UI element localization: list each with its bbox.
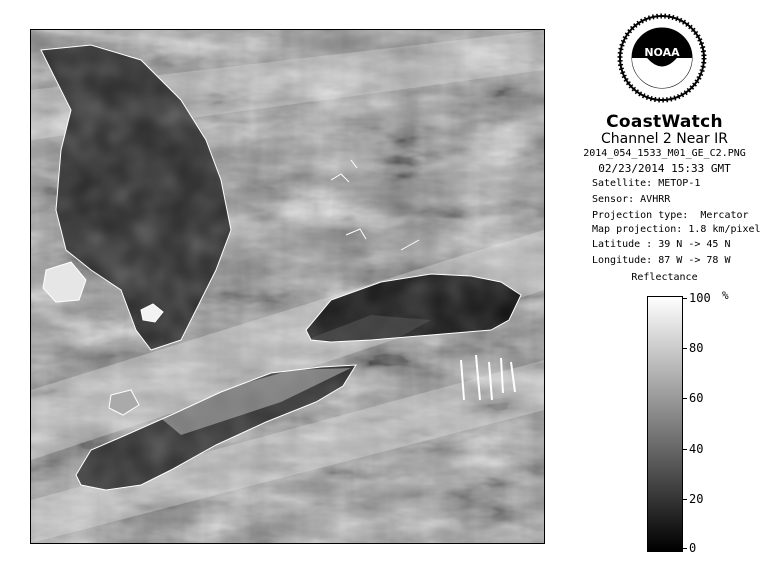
legend-tick [682, 298, 687, 299]
legend-tick-label: 0 [689, 541, 697, 555]
legend-tick [682, 348, 687, 349]
legend-tick-label: 60 [689, 391, 704, 405]
legend-tick [682, 548, 687, 549]
noaa-logo [617, 13, 707, 103]
image-datetime: 02/23/2014 15:33 GMT [598, 162, 731, 175]
latitude-label: Latitude : 39 N -> 45 N [592, 239, 731, 250]
noaa-logo-text: NOAA [644, 46, 680, 59]
file-name: 2014_054_1533_M01_GE_C2.PNG [583, 148, 746, 159]
legend-tick [682, 499, 687, 500]
satellite-image [30, 29, 545, 544]
legend-tick [682, 449, 687, 450]
longitude-label: Longitude: 87 W -> 78 W [592, 255, 731, 266]
channel-label: Channel 2 Near IR [600, 131, 728, 147]
satellite-scene [31, 30, 544, 543]
satellite-label: Satellite: METOP-1 [592, 178, 701, 189]
sensor-label: Sensor: AVHRR [592, 194, 671, 205]
legend-unit: % [722, 289, 729, 302]
legend-tick [682, 398, 687, 399]
map-projection-label: Map projection: 1.8 km/pixel [592, 224, 761, 235]
legend-tick-label: 20 [689, 492, 704, 506]
app-title: CoastWatch [606, 112, 723, 132]
projection-type-label: Projection type: Mercator [592, 210, 749, 221]
legend-tick-label: 40 [689, 442, 704, 456]
legend-tick-label: 100 [689, 291, 711, 305]
legend-tick-label: 80 [689, 341, 704, 355]
legend-title: Reflectance [631, 272, 698, 283]
reflectance-colorbar [647, 296, 683, 552]
